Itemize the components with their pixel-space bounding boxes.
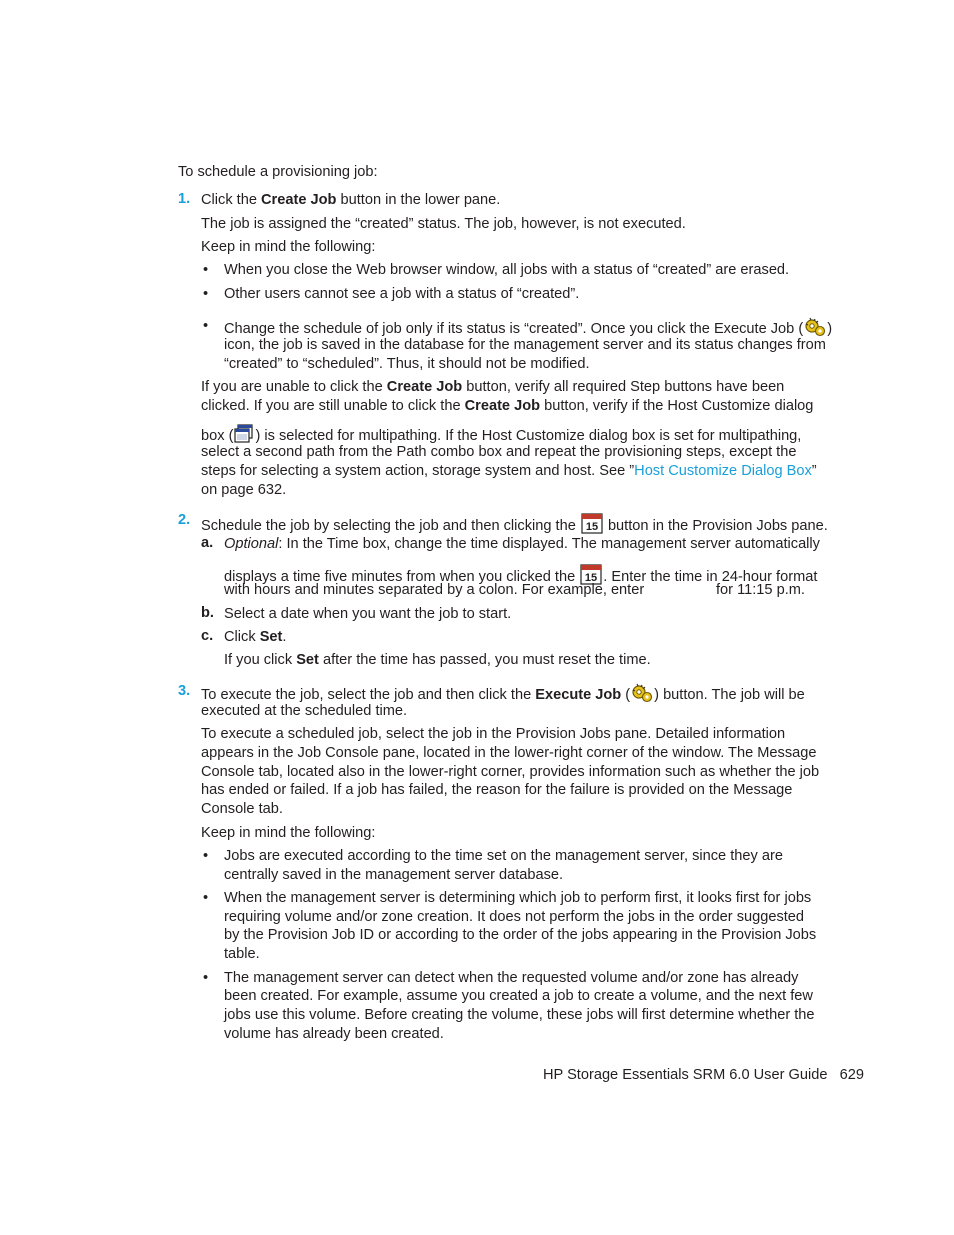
footer-title: HP Storage Essentials SRM 6.0 User Guide (543, 1067, 828, 1083)
substep-label-a: a. (201, 535, 214, 551)
paren-open: ( (621, 687, 631, 703)
step-1-text (201, 191, 500, 210)
create-job-label: Create Job (386, 379, 463, 395)
calendar-day: 15 (585, 521, 599, 533)
step-3-line-2: executed at the scheduled time. (201, 703, 408, 719)
step-1-para-3-line-5 (201, 462, 817, 481)
substep-a-line-3-end: for 11:15 p.m. (716, 582, 805, 598)
step-3-para-1-line-2: appears in the Job Console pane, located in the lower-right corner of the window. The Message (201, 745, 817, 761)
text: clicked. If you are still unable to click the (201, 398, 465, 414)
step-1-para-3-line-6: on page 632. (201, 482, 287, 498)
step-1-para-2: Keep in mind the following: (201, 239, 376, 255)
step-1-bullet-3-line-2: icon, the job is saved in the database for the management server and its status changes from (224, 337, 826, 353)
substep-c-para (224, 651, 651, 670)
calendar-day: 15 (585, 572, 598, 584)
host-customize-dialog-box-link[interactable]: Host Customize Dialog Box (634, 463, 812, 479)
text: steps for selecting a system action, storage system and host. See ” (201, 463, 635, 479)
text: To execute the job, select the job and then click the (201, 687, 536, 703)
step-number-2: 2. (178, 512, 191, 528)
substep-c-text (224, 628, 286, 647)
text: ) button. The job will be (654, 687, 805, 703)
page-number: 629 (839, 1067, 864, 1083)
step-1-para-1: The job is assigned the “created” status. The job, however, is not executed. (201, 216, 686, 232)
text: Click (224, 629, 260, 645)
paren-close: ) (827, 321, 833, 337)
step-1-post: button in the lower pane. (336, 192, 501, 208)
step-3-bullet-1-line-2: centrally saved in the management server database. (224, 867, 564, 883)
text: button in the Provision Jobs pane. (603, 518, 828, 534)
step-3-para-1-line-3: Console tab, located also in the lower-right corner, provides information such as whether the job (201, 764, 820, 780)
text: button, verify all required Step buttons have been (462, 379, 785, 395)
step-3-bullet-3-line-1: The management server can detect when the requested volume and/or zone has already (224, 970, 799, 986)
substep-label-b: b. (201, 605, 214, 621)
step-1-bullet-3-line-3: “created” to “scheduled”. Thus, it should not be modified. (224, 356, 590, 372)
step-3-para-1-line-4: has ended or failed. If a job has failed, the reason for the failure is provided on the Message (201, 782, 793, 798)
execute-job-icon (631, 683, 653, 709)
text: after the time has passed, you must reset the time. (318, 652, 651, 668)
step-3-bullet-1-line-1: Jobs are executed according to the time set on the management server, since they are (224, 848, 783, 864)
step-1-para-3-line-1 (201, 378, 784, 397)
step-3-bullet-2-line-3: by the Provision Job ID or according to the order of the jobs appearing in the Provision Jobs (224, 927, 817, 943)
text: ) is selected for multipathing. If the Host Customize dialog box is set for multipathing, (255, 428, 802, 444)
step-1-bullet-1: When you close the Web browser window, all jobs with a status of “created” are erased. (224, 262, 790, 278)
step-3-bullet-2-line-4: table. (224, 946, 260, 962)
step-3-bullet-2-line-1: When the management server is determining which job to perform first, it looks first for jobs (224, 890, 812, 906)
text: displays a time five minutes from when you clicked the (224, 569, 580, 585)
bullet: • (203, 318, 209, 334)
text: . Enter the time in 24-hour format (603, 569, 818, 585)
text: If you are unable to click the (201, 379, 387, 395)
step-3-para-1-line-1: To execute a scheduled job, select the job in the Provision Jobs pane. Detailed information (201, 726, 786, 742)
bullet: • (203, 262, 209, 278)
set-label: Set (259, 629, 283, 645)
step-1-bullet-2: Other users cannot see a job with a status of “created”. (224, 286, 580, 302)
page-footer (543, 1067, 864, 1083)
bullet: • (203, 890, 209, 906)
step-1-para-3-line-4: select a second path from the Path combo box and repeat the provisioning steps, except the (201, 444, 797, 460)
step-3-bullet-3-line-3: jobs use this volume. Before creating the volume, these jobs will first determine whether the (224, 1007, 815, 1023)
text: . (282, 629, 287, 645)
step-3-bullet-3-line-4: volume has already been created. (224, 1026, 444, 1042)
execute-job-label: Execute Job (535, 687, 622, 703)
bullet: • (203, 848, 209, 864)
step-1-para-3-line-2 (201, 397, 813, 416)
set-label: Set (296, 652, 319, 668)
bullet: • (203, 286, 209, 302)
substep-label-c: c. (201, 628, 214, 644)
step-3-bullet-3-line-2: been created. For example, assume you created a job to create a volume, and the next few (224, 988, 813, 1004)
create-job-label: Create Job (464, 398, 541, 414)
step-1-bullet-3-text: Change the schedule of job only if its status is “created”. Once you click the Execute Job ( (224, 321, 804, 337)
create-job-label: Create Job (261, 192, 337, 208)
step-number-3: 3. (178, 683, 191, 699)
text: Schedule the job by selecting the job and then clicking the (201, 518, 580, 534)
step-1-pre: Click the (201, 192, 262, 208)
substep-a-line-3: with hours and minutes separated by a colon. For example, enter (224, 582, 645, 598)
step-number-1: 1. (178, 191, 191, 207)
intro-text: To schedule a provisioning job: (178, 164, 378, 180)
text: button, verify if the Host Customize dialog (540, 398, 814, 414)
text: If you click (224, 652, 297, 668)
text: box ( (201, 428, 234, 444)
step-3-para-1-line-5: Console tab. (201, 801, 283, 817)
text: ” (811, 463, 817, 479)
substep-a-line-1 (224, 535, 820, 554)
bullet: • (203, 970, 209, 986)
step-3-para-2: Keep in mind the following: (201, 825, 376, 841)
optional-label: Optional (224, 536, 279, 552)
step-3-bullet-2-line-2: requiring volume and/or zone creation. It does not perform the jobs in the order suggested (224, 909, 805, 925)
substep-b-text: Select a date when you want the job to start. (224, 606, 512, 622)
text: : In the Time box, change the time displayed. The management server automatically (278, 536, 820, 552)
